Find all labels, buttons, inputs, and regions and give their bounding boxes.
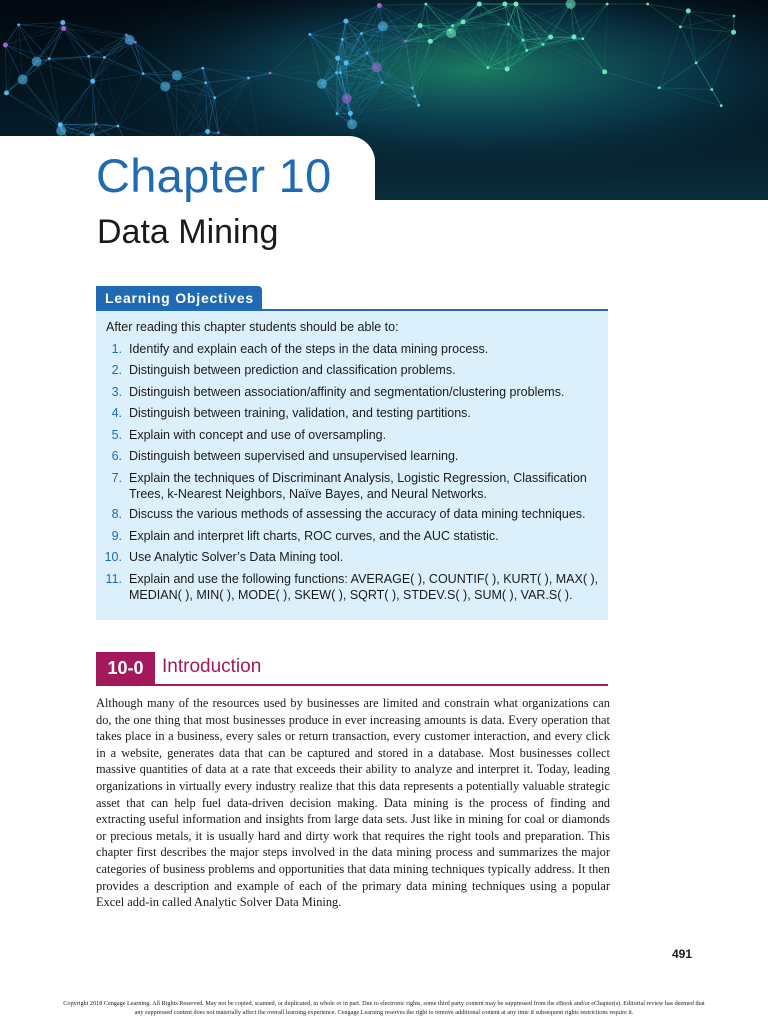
section-title: Introduction	[162, 656, 262, 677]
objective-number: 8.	[111, 507, 122, 521]
network-node	[247, 77, 250, 80]
network-node	[571, 34, 576, 39]
network-node	[336, 112, 339, 115]
network-node	[731, 30, 736, 35]
network-node	[360, 32, 363, 35]
network-node	[18, 75, 28, 85]
network-node	[160, 81, 170, 91]
network-node	[58, 123, 61, 126]
network-node	[317, 79, 327, 89]
learning-objective-item	[100, 341, 599, 357]
learning-objective-item	[100, 405, 599, 421]
objective-text: Discuss the various methods of assessing the accuracy of data mining techniques.	[129, 507, 586, 521]
network-node	[204, 81, 207, 84]
objective-number: 4.	[111, 406, 122, 420]
chapter-subtitle: Data Mining	[97, 213, 279, 251]
network-node	[90, 79, 95, 84]
network-node	[87, 55, 90, 58]
learning-objective-item	[100, 448, 599, 464]
network-node	[60, 20, 65, 25]
network-node	[505, 66, 510, 71]
network-node	[366, 52, 369, 55]
network-node	[142, 72, 145, 75]
objective-number: 5.	[111, 428, 122, 442]
network-node	[446, 28, 456, 38]
network-node	[205, 129, 210, 134]
network-node	[542, 43, 545, 46]
network-node	[56, 126, 66, 136]
network-node	[348, 111, 353, 116]
learning-objective-item	[100, 470, 599, 502]
section-number: 10-0	[96, 652, 155, 684]
network-node	[95, 122, 98, 125]
network-node	[201, 67, 204, 70]
objective-text: Explain with concept and use of oversampling.	[129, 428, 387, 442]
learning-objective-item	[100, 427, 599, 443]
network-node	[347, 119, 357, 129]
network-node	[342, 94, 352, 104]
objective-text: Explain and use the following functions: AVERAGE( ), COUNTIF( ), KURT( ), MAX( ), MEDIAN( ), MIN( ), MODE( ), SKEW( ), SQRT( ), STDEV.S( ), SUM( ), VAR.S( ).	[129, 572, 599, 602]
network-node	[343, 19, 348, 24]
objective-text: Use Analytic Solver’s Data Mining tool.	[129, 550, 344, 564]
objective-number: 6.	[111, 449, 122, 463]
copyright-notice: Copyright 2018 Cengage Learning. All Rights Reserved. May not be copied, scanned, or duplicated, in whole or in part. Due to electronic rights, some third party content may be suppressed from the eBook and/or eChapter(s). Editorial review has deemed that any suppressed content does not materially affect the overall learning experience. Cengage Learning reserves the right to remove additional content at any time if subsequent rights restrictions require it.	[63, 1000, 705, 1016]
network-node	[581, 37, 584, 40]
network-node	[308, 33, 311, 36]
network-node	[720, 104, 723, 107]
network-node	[103, 56, 106, 59]
network-node	[381, 81, 384, 84]
network-node	[377, 3, 382, 8]
network-node	[548, 35, 553, 40]
learning-objective-item	[100, 362, 599, 378]
network-node	[733, 15, 736, 18]
network-node	[477, 2, 482, 7]
learning-objective-item	[100, 549, 599, 565]
network-node	[3, 42, 8, 47]
network-node	[125, 33, 128, 36]
section-body-text: Although many of the resources used by businesses are limited and constrain what organizations can do, the one thing that most businesses produce in ever increasing amounts is data. Every operation that takes place in a business, every sales or return transaction, every customer interaction, and every click in a website, generates data that can be captured and stored in a database. Most businesses collect massive quantities of data at a rate that exceeds their ability to analyze and interpret it. Today, leading organizations in virtually every industry realize that this data represents a potentially valuable strategic asset that can help fuel data-driven decision making. Data mining is the process of finding and extracting useful information and insights from large data sets. Just like in mining for coal or diamonds or precious metals, it is usually hard and dirty work that requires the right tools and preparation. This chapter first describes the major steps involved in the data mining process and summarizes the major categories of business problems and opportunities that data mining techniques typically address. It then provides a description and example of each of the primary data mining techniques using a popular Excel add-in called Analytic Solver Data Mining.	[96, 696, 610, 910]
section-heading	[96, 652, 608, 686]
page-number: 491	[671, 947, 692, 961]
learning-objective-item	[100, 506, 599, 522]
network-node	[213, 96, 216, 99]
objective-number: 3.	[111, 385, 122, 399]
network-node	[424, 3, 427, 6]
network-node	[695, 61, 698, 64]
objective-text: Distinguish between association/affinity and segmentation/clustering problems.	[129, 385, 565, 399]
network-node	[404, 40, 407, 43]
learning-objective-item	[100, 528, 599, 544]
objective-text: Distinguish between training, validation, and testing partitions.	[129, 406, 471, 420]
objective-number: 7.	[111, 471, 122, 485]
network-node	[646, 3, 649, 6]
network-node	[378, 21, 388, 31]
network-node	[513, 2, 518, 7]
network-node	[507, 23, 510, 26]
chapter-title: Chapter 10	[96, 149, 332, 202]
objective-text: Identify and explain each of the steps in the data mining process.	[129, 342, 489, 356]
learning-objectives-heading: Learning Objectives	[96, 286, 262, 310]
network-node	[486, 66, 489, 69]
network-node	[344, 60, 349, 65]
network-node	[48, 57, 51, 60]
network-node	[269, 72, 272, 75]
network-node	[602, 69, 607, 74]
objective-text: Explain and interpret lift charts, ROC curves, and the AUC statistic.	[129, 529, 499, 543]
network-node	[658, 86, 661, 89]
objective-text: Distinguish between prediction and classification problems.	[129, 363, 456, 377]
network-node	[411, 87, 414, 90]
network-node	[451, 24, 454, 27]
objective-text: Distinguish between supervised and unsupervised learning.	[129, 449, 459, 463]
network-node	[710, 88, 713, 91]
learning-objective-item	[100, 384, 599, 400]
learning-objective-item	[100, 571, 599, 603]
network-node	[461, 19, 466, 24]
network-node	[417, 104, 420, 107]
network-node	[172, 70, 182, 80]
network-node	[335, 56, 340, 61]
objective-number: 11.	[105, 572, 122, 586]
network-node	[418, 23, 423, 28]
objective-number: 2.	[111, 363, 122, 377]
network-node	[428, 39, 433, 44]
network-node	[686, 8, 691, 13]
network-node	[117, 125, 120, 128]
network-node	[335, 71, 338, 74]
network-node	[502, 2, 507, 7]
network-node	[125, 35, 135, 45]
network-node	[17, 23, 20, 26]
network-node	[32, 56, 42, 66]
network-node	[217, 131, 220, 134]
objective-number: 9.	[111, 529, 122, 543]
learning-objectives-intro: After reading this chapter students should be able to:	[106, 320, 399, 334]
network-node	[525, 49, 528, 52]
network-node	[341, 38, 344, 41]
objective-number: 1.	[111, 342, 122, 356]
network-node	[522, 39, 525, 42]
network-node	[679, 25, 682, 28]
network-node	[606, 3, 609, 6]
network-node	[372, 62, 382, 72]
network-node	[61, 26, 66, 31]
network-node	[134, 41, 137, 44]
network-node	[339, 71, 342, 74]
network-node	[4, 90, 9, 95]
objective-number: 10.	[104, 550, 122, 564]
network-node	[413, 95, 416, 98]
objective-text: Explain the techniques of Discriminant Analysis, Logistic Regression, Classification Trees, k-Nearest Neighbors, Naïve Bayes, and Neural Networks.	[129, 471, 587, 501]
